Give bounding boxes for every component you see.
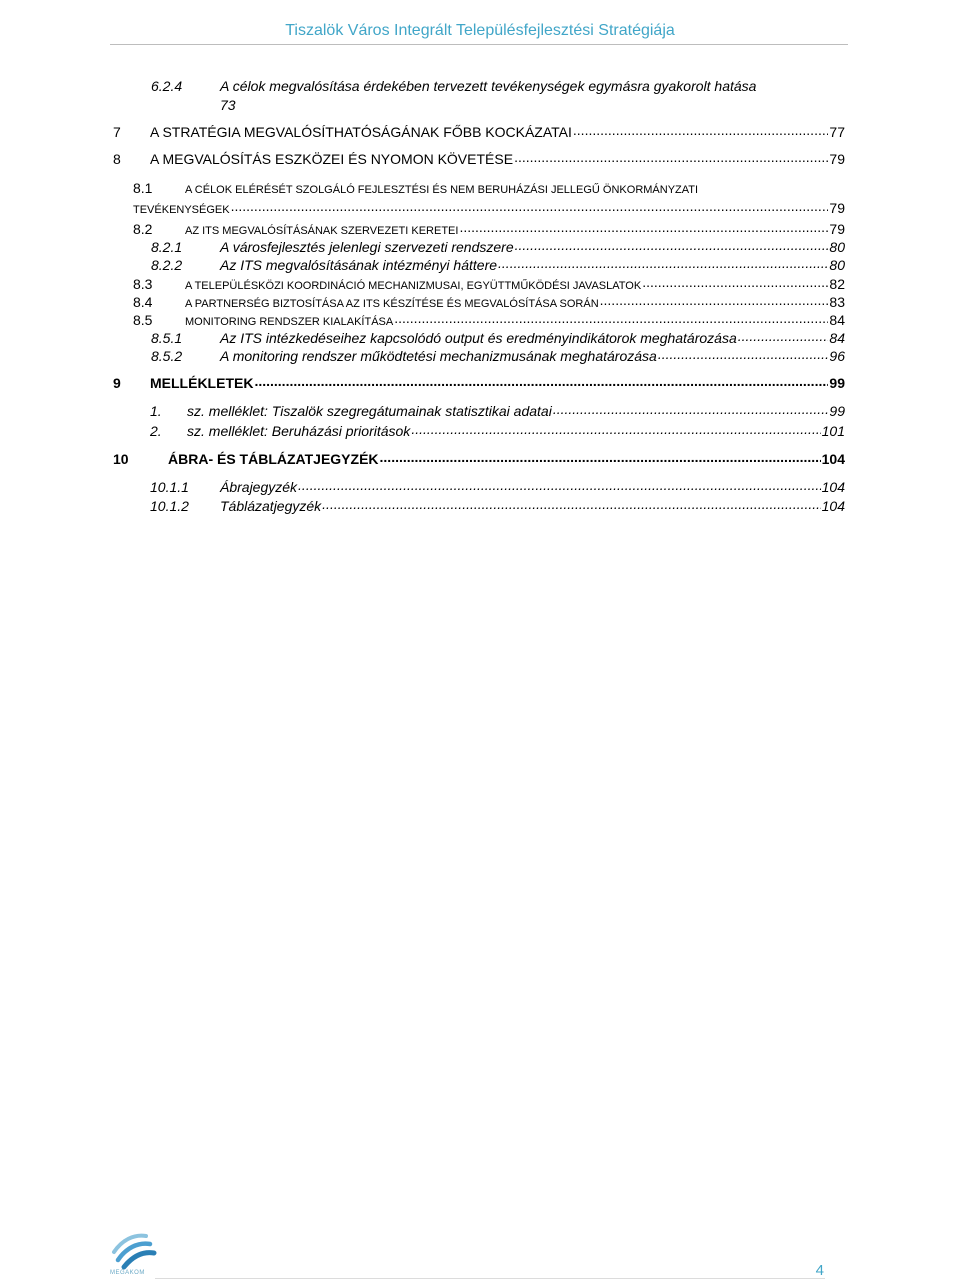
toc-number: 8.3 [133, 276, 153, 292]
toc-page-number: 99 [829, 403, 845, 419]
toc-title: Az ITS megvalósításának intézményi háttere [220, 257, 498, 273]
toc-number: 6.2.4 [151, 78, 183, 94]
toc-title: A városfejlesztés jelenlegi szervezeti rendszere [220, 239, 514, 255]
toc-page-number: 73 [220, 97, 236, 113]
toc-entry-8-1-continued[interactable] [113, 198, 845, 218]
toc-leader [553, 402, 829, 416]
toc-title: Táblázatjegyzék [220, 498, 322, 514]
toc-leader [514, 150, 828, 164]
toc-leader [600, 293, 829, 307]
toc-number: 1. [150, 403, 162, 419]
toc-title: AZ ITS MEGVALÓSÍTÁSÁNAK SZERVEZETI KERETEI [185, 225, 459, 237]
toc-entry-10[interactable] [113, 449, 845, 469]
toc-entry-8-5[interactable] [113, 310, 845, 330]
toc-entry-annex-2[interactable] [113, 421, 845, 441]
toc-title: A CÉLOK ELÉRÉSÉT SZOLGÁLÓ FEJLESZTÉSI ÉS NEM BERUHÁZÁSI JELLEGŰ ÖNKORMÁNYZATI [185, 184, 699, 196]
toc-number: 10 [113, 451, 129, 467]
toc-title: TEVÉKENYSÉGEK [133, 204, 230, 216]
toc-page-number: 96 [829, 348, 845, 364]
toc-number: 8.4 [133, 294, 153, 310]
toc-title: sz. melléklet: Tiszalök szegregátumainak statisztikai adatai [187, 403, 552, 419]
toc-page-number: 79 [829, 200, 845, 216]
toc-page-number: 79 [829, 151, 845, 167]
toc-page-number: 80 [829, 239, 845, 255]
toc-entry-8-2-1[interactable] [113, 237, 845, 257]
toc-title: A PARTNERSÉG BIZTOSÍTÁSA AZ ITS KÉSZÍTÉSE ÉS MEGVALÓSÍTÁSA SORÁN [185, 298, 599, 310]
toc-entry-10-1-2[interactable] [113, 496, 845, 516]
toc-number: 8.2.1 [151, 239, 183, 255]
toc-entry-6-2-4-continued[interactable] [113, 95, 845, 115]
toc-title: ÁBRA- ÉS TÁBLÁZATJEGYZÉK [168, 451, 379, 467]
toc-entry-7[interactable] [113, 122, 845, 142]
toc-page-number: 79 [829, 221, 845, 237]
toc-number: 7 [113, 124, 121, 140]
toc-entry-8-4[interactable] [113, 292, 845, 312]
toc-number: 8 [113, 151, 121, 167]
toc-leader [394, 311, 828, 325]
toc-title: A monitoring rendszer működtetési mechanizmusának meghatározása [220, 348, 657, 364]
toc-leader [573, 123, 829, 137]
toc-number: 8.5.1 [151, 330, 183, 346]
toc-entry-6-2-4[interactable] [113, 76, 845, 96]
toc-entry-8-2-2[interactable] [113, 255, 845, 275]
toc-title: A STRATÉGIA MEGVALÓSÍTHATÓSÁGÁNAK FŐBB KOCKÁZATAI [150, 124, 572, 140]
toc-title: A TELEPÜLÉSKÖZI KOORDINÁCIÓ MECHANIZMUSAI, EGYÜTTMŰKÖDÉSI JAVASLATOK [185, 280, 642, 292]
toc-leader [411, 422, 820, 436]
toc-number: 9 [113, 375, 121, 391]
toc-leader [738, 329, 829, 343]
header-divider [110, 44, 848, 45]
toc-leader [642, 275, 828, 289]
toc-page-number: 104 [821, 479, 845, 495]
toc-number: 8.5 [133, 312, 153, 328]
footer-divider [155, 1278, 825, 1279]
toc-leader [322, 497, 820, 511]
toc-page-number: 84 [829, 312, 845, 328]
page-number: 4 [815, 1262, 824, 1279]
toc-title: Az ITS intézkedéseihez kapcsolódó output és eredményindikátorok meghatározása [220, 330, 737, 346]
toc-leader [498, 256, 828, 270]
toc-page-number: 82 [829, 276, 845, 292]
toc-number: 8.2 [133, 221, 153, 237]
toc-entry-8[interactable] [113, 149, 845, 169]
toc-leader [254, 374, 828, 388]
toc-title: A MEGVALÓSÍTÁS ESZKÖZEI ÉS NYOMON KÖVETÉSE [150, 151, 514, 167]
toc-page-number: 104 [821, 451, 845, 467]
toc-number: 2. [150, 423, 162, 439]
toc-leader [459, 220, 828, 234]
toc-number: 8.1 [133, 180, 153, 196]
toc-page-number: 104 [821, 498, 845, 514]
toc-title: Ábrajegyzék [220, 479, 298, 495]
toc-page-number: 101 [821, 423, 845, 439]
toc-title: sz. melléklet: Beruházási prioritások [187, 423, 411, 439]
toc-entry-8-1[interactable] [113, 178, 845, 198]
toc-leader [298, 478, 821, 492]
toc-number: 10.1.2 [150, 498, 189, 514]
toc-page-number: 83 [829, 294, 845, 310]
toc-leader [658, 347, 829, 361]
toc-entry-10-1-1[interactable] [113, 477, 845, 497]
toc-entry-8-2[interactable] [113, 219, 845, 239]
toc-entry-annex-1[interactable] [113, 401, 845, 421]
toc-page-number: 99 [829, 375, 845, 391]
toc-entry-8-3[interactable] [113, 274, 845, 294]
toc-number: 8.2.2 [151, 257, 183, 273]
toc-number: 8.5.2 [151, 348, 183, 364]
toc-page-number: 77 [829, 124, 845, 140]
toc-leader [231, 199, 829, 213]
logo-wordmark: MEGAKOM [110, 1270, 145, 1276]
toc-entry-8-5-1[interactable] [113, 328, 845, 348]
toc-title: A célok megvalósítása érdekében tervezett tevékenységek egymásra gyakorolt hatása [220, 78, 757, 94]
toc-leader [380, 450, 821, 464]
document-header-title: Tiszalök Város Integrált Településfejlesztési Stratégiája [285, 22, 675, 39]
toc-leader [515, 238, 829, 252]
toc-entry-9[interactable] [113, 373, 845, 393]
toc-page-number: 80 [829, 257, 845, 273]
toc-number: 10.1.1 [150, 479, 189, 495]
toc-entry-8-5-2[interactable] [113, 346, 845, 366]
toc-title: MONITORING RENDSZER KIALAKÍTÁSA [185, 316, 394, 328]
toc-page-number: 84 [829, 330, 845, 346]
toc-title: MELLÉKLETEK [150, 375, 254, 391]
